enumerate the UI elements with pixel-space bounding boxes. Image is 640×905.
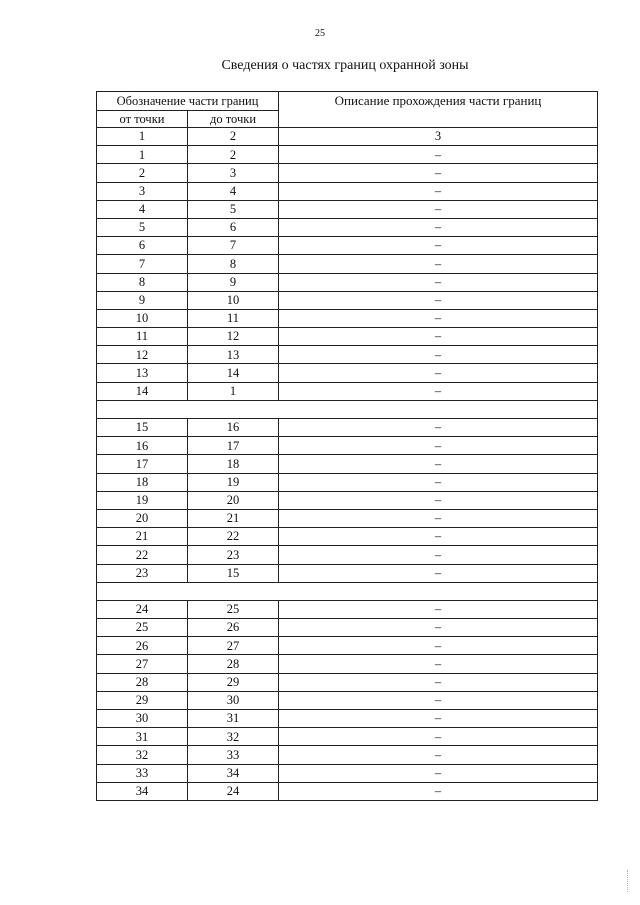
from-point-cell: 8 — [97, 273, 188, 291]
description-cell: – — [279, 637, 598, 655]
description-cell: – — [279, 564, 598, 582]
table-row — [97, 564, 598, 582]
to-point-cell: 28 — [188, 655, 279, 673]
description-cell: – — [279, 273, 598, 291]
to-point-cell: 13 — [188, 346, 279, 364]
to-point-cell: 7 — [188, 237, 279, 255]
separator-cell — [97, 582, 598, 600]
to-point-cell: 2 — [188, 146, 279, 164]
from-point-cell: 7 — [97, 255, 188, 273]
header-to-point: до точки — [188, 111, 279, 128]
table-row — [97, 255, 598, 273]
from-point-cell: 19 — [97, 491, 188, 509]
header-designation: Обозначение части границ — [97, 92, 279, 111]
description-cell: – — [279, 710, 598, 728]
column-number-3: 3 — [279, 128, 598, 146]
from-point-cell: 26 — [97, 637, 188, 655]
to-point-cell: 29 — [188, 673, 279, 691]
table-row — [97, 182, 598, 200]
margin-mark — [627, 870, 630, 892]
table-row — [97, 455, 598, 473]
to-point-cell: 14 — [188, 364, 279, 382]
to-point-cell: 34 — [188, 764, 279, 782]
to-point-cell: 18 — [188, 455, 279, 473]
description-cell: – — [279, 509, 598, 527]
table-row — [97, 164, 598, 182]
from-point-cell: 13 — [97, 364, 188, 382]
to-point-cell: 30 — [188, 691, 279, 709]
to-point-cell: 24 — [188, 782, 279, 800]
table-row — [97, 782, 598, 800]
table-row — [97, 655, 598, 673]
description-cell: – — [279, 473, 598, 491]
from-point-cell: 5 — [97, 218, 188, 236]
description-cell: – — [279, 437, 598, 455]
table-row — [97, 528, 598, 546]
to-point-cell: 10 — [188, 291, 279, 309]
table-row — [97, 764, 598, 782]
table-header — [97, 92, 598, 146]
from-point-cell: 25 — [97, 619, 188, 637]
to-point-cell: 16 — [188, 419, 279, 437]
table-row — [97, 473, 598, 491]
table-row — [97, 218, 598, 236]
from-point-cell: 2 — [97, 164, 188, 182]
table-row — [97, 619, 598, 637]
description-cell: – — [279, 164, 598, 182]
to-point-cell: 23 — [188, 546, 279, 564]
boundary-parts-table — [96, 91, 598, 801]
from-point-cell: 17 — [97, 455, 188, 473]
from-point-cell: 33 — [97, 764, 188, 782]
from-point-cell: 21 — [97, 528, 188, 546]
from-point-cell: 16 — [97, 437, 188, 455]
table-row — [97, 309, 598, 327]
table-row — [97, 200, 598, 218]
from-point-cell: 24 — [97, 600, 188, 618]
description-cell: – — [279, 237, 598, 255]
description-cell: – — [279, 746, 598, 764]
description-cell: – — [279, 600, 598, 618]
to-point-cell: 5 — [188, 200, 279, 218]
column-number-1: 1 — [97, 128, 188, 146]
to-point-cell: 11 — [188, 309, 279, 327]
to-point-cell: 19 — [188, 473, 279, 491]
from-point-cell: 28 — [97, 673, 188, 691]
column-number-2: 2 — [188, 128, 279, 146]
header-description: Описание прохождения части границ — [279, 92, 598, 128]
from-point-cell: 3 — [97, 182, 188, 200]
description-cell: – — [279, 146, 598, 164]
from-point-cell: 14 — [97, 382, 188, 400]
to-point-cell: 15 — [188, 564, 279, 582]
from-point-cell: 6 — [97, 237, 188, 255]
to-point-cell: 32 — [188, 728, 279, 746]
table-row — [97, 746, 598, 764]
from-point-cell: 27 — [97, 655, 188, 673]
from-point-cell: 30 — [97, 710, 188, 728]
table-row — [97, 291, 598, 309]
description-cell: – — [279, 218, 598, 236]
description-cell: – — [279, 655, 598, 673]
description-cell: – — [279, 691, 598, 709]
table-row — [97, 728, 598, 746]
from-point-cell: 29 — [97, 691, 188, 709]
to-point-cell: 26 — [188, 619, 279, 637]
page-number: 25 — [315, 28, 325, 39]
table-row — [97, 637, 598, 655]
table-row — [97, 382, 598, 400]
description-cell: – — [279, 328, 598, 346]
table-row — [97, 691, 598, 709]
from-point-cell: 10 — [97, 309, 188, 327]
table-row — [97, 546, 598, 564]
to-point-cell: 3 — [188, 164, 279, 182]
table-row — [97, 710, 598, 728]
table-row — [97, 509, 598, 527]
from-point-cell: 20 — [97, 509, 188, 527]
to-point-cell: 1 — [188, 382, 279, 400]
to-point-cell: 21 — [188, 509, 279, 527]
description-cell: – — [279, 382, 598, 400]
description-cell: – — [279, 309, 598, 327]
description-cell: – — [279, 764, 598, 782]
to-point-cell: 17 — [188, 437, 279, 455]
description-cell: – — [279, 182, 598, 200]
table-row — [97, 146, 598, 164]
to-point-cell: 20 — [188, 491, 279, 509]
table-row — [97, 437, 598, 455]
description-cell: – — [279, 346, 598, 364]
from-point-cell: 9 — [97, 291, 188, 309]
to-point-cell: 4 — [188, 182, 279, 200]
table-row — [97, 346, 598, 364]
table-row — [97, 673, 598, 691]
document-title: Сведения о частях границ охранной зоны — [221, 58, 469, 73]
from-point-cell: 15 — [97, 419, 188, 437]
description-cell: – — [279, 455, 598, 473]
from-point-cell: 22 — [97, 546, 188, 564]
from-point-cell: 31 — [97, 728, 188, 746]
from-point-cell: 32 — [97, 746, 188, 764]
from-point-cell: 34 — [97, 782, 188, 800]
to-point-cell: 6 — [188, 218, 279, 236]
table-row — [97, 364, 598, 382]
section-separator — [97, 400, 598, 418]
table-row — [97, 491, 598, 509]
header-from-point: от точки — [97, 111, 188, 128]
to-point-cell: 31 — [188, 710, 279, 728]
description-cell: – — [279, 255, 598, 273]
description-cell: – — [279, 419, 598, 437]
table-body — [97, 146, 598, 801]
to-point-cell: 9 — [188, 273, 279, 291]
to-point-cell: 27 — [188, 637, 279, 655]
table-row — [97, 237, 598, 255]
table-row — [97, 328, 598, 346]
to-point-cell: 12 — [188, 328, 279, 346]
table-row — [97, 273, 598, 291]
table-row — [97, 600, 598, 618]
separator-cell — [97, 400, 598, 418]
description-cell: – — [279, 782, 598, 800]
description-cell: – — [279, 491, 598, 509]
from-point-cell: 1 — [97, 146, 188, 164]
description-cell: – — [279, 200, 598, 218]
from-point-cell: 4 — [97, 200, 188, 218]
description-cell: – — [279, 546, 598, 564]
from-point-cell: 12 — [97, 346, 188, 364]
to-point-cell: 22 — [188, 528, 279, 546]
description-cell: – — [279, 619, 598, 637]
table-row — [97, 419, 598, 437]
description-cell: – — [279, 728, 598, 746]
from-point-cell: 23 — [97, 564, 188, 582]
from-point-cell: 11 — [97, 328, 188, 346]
from-point-cell: 18 — [97, 473, 188, 491]
section-separator — [97, 582, 598, 600]
description-cell: – — [279, 528, 598, 546]
description-cell: – — [279, 291, 598, 309]
description-cell: – — [279, 673, 598, 691]
to-point-cell: 8 — [188, 255, 279, 273]
to-point-cell: 25 — [188, 600, 279, 618]
to-point-cell: 33 — [188, 746, 279, 764]
description-cell: – — [279, 364, 598, 382]
